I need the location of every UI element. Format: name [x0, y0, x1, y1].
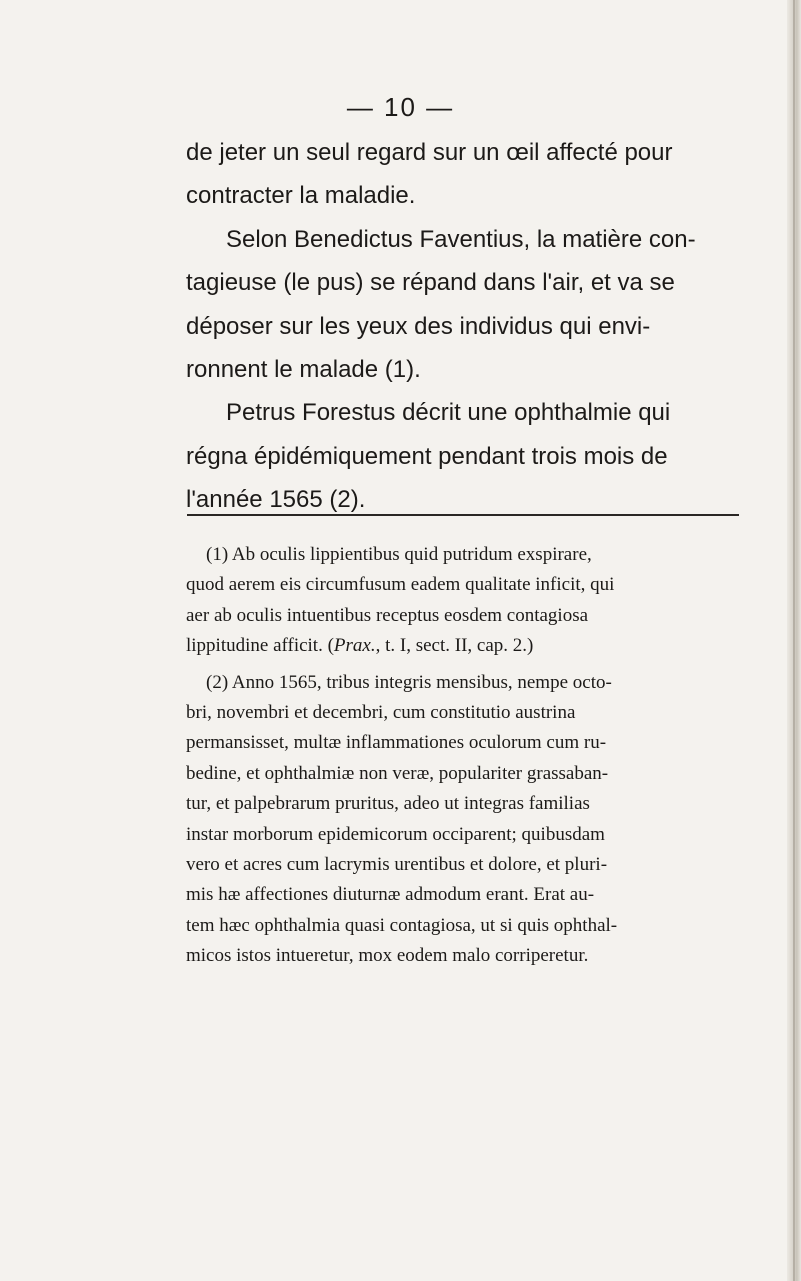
footnote-1	[186, 540, 740, 662]
text-line: , t. I, sect. II, cap. 2.)	[375, 635, 534, 657]
text-line: micos istos intueretur, mox eodem malo corriperetur.	[186, 945, 589, 967]
citation-italic: Prax.	[333, 635, 376, 657]
text-line: déposer sur les yeux des individus qui envi-	[186, 312, 651, 340]
text-line: (1) Ab oculis lippientibus quid putridum exspirare,	[206, 544, 592, 565]
text-line: aer ab oculis intuentibus receptus eosdem contagiosa	[186, 604, 589, 626]
footnote-separator	[187, 514, 739, 516]
main-text	[186, 131, 740, 522]
text-line: permansisset, multæ inflammationes oculorum cum ru-	[186, 732, 607, 754]
text-line: régna épidémiquement pendant trois mois de	[186, 442, 668, 470]
text-line: instar morborum epidemicorum occiparent; quibusdam	[186, 823, 605, 845]
text-line: mis hæ affectiones diuturnæ admodum erant. Erat au-	[186, 884, 595, 906]
text-line: l'année 1565 (2).	[186, 486, 366, 514]
text-line: quod aerem eis circumfusum eadem qualitate inficit, qui	[186, 574, 615, 596]
text-line: tur, et palpebrarum pruritus, adeo ut integras familias	[186, 793, 590, 815]
text-line: vero et acres cum lacrymis urentibus et dolore, et pluri-	[186, 854, 608, 876]
footnote-2	[186, 668, 740, 972]
text-line: bedine, et ophthalmiæ non veræ, populariter grassaban-	[186, 762, 609, 784]
page-number: — 10 —	[346, 92, 455, 122]
page-edge-line	[793, 0, 795, 1281]
text-line: de jeter un seul regard sur un œil affecté pour	[186, 139, 673, 166]
text-line: Selon Benedictus Faventius, la matière con-	[226, 225, 696, 253]
text-line: tem hæc ophthalmia quasi contagiosa, ut si quis ophthal-	[186, 914, 618, 936]
text-line: tagieuse (le pus) se répand dans l'air, et va se	[186, 269, 675, 297]
text-line: (2) Anno 1565, tribus integris mensibus, nempe octo-	[206, 671, 612, 693]
footnotes	[186, 540, 740, 972]
paragraph-1	[186, 131, 740, 218]
text-line: Petrus Forestus décrit une ophthalmie qui	[226, 399, 671, 427]
paragraph-3	[186, 391, 740, 521]
text-line: ronnent le malade (1).	[186, 356, 421, 384]
text-line: bri, novembri et decembri, cum constitutio austrina	[186, 702, 576, 724]
text-line: lippitudine afficit. (	[186, 635, 334, 657]
paragraph-2	[186, 218, 740, 392]
text-line: contracter la maladie.	[186, 182, 416, 210]
